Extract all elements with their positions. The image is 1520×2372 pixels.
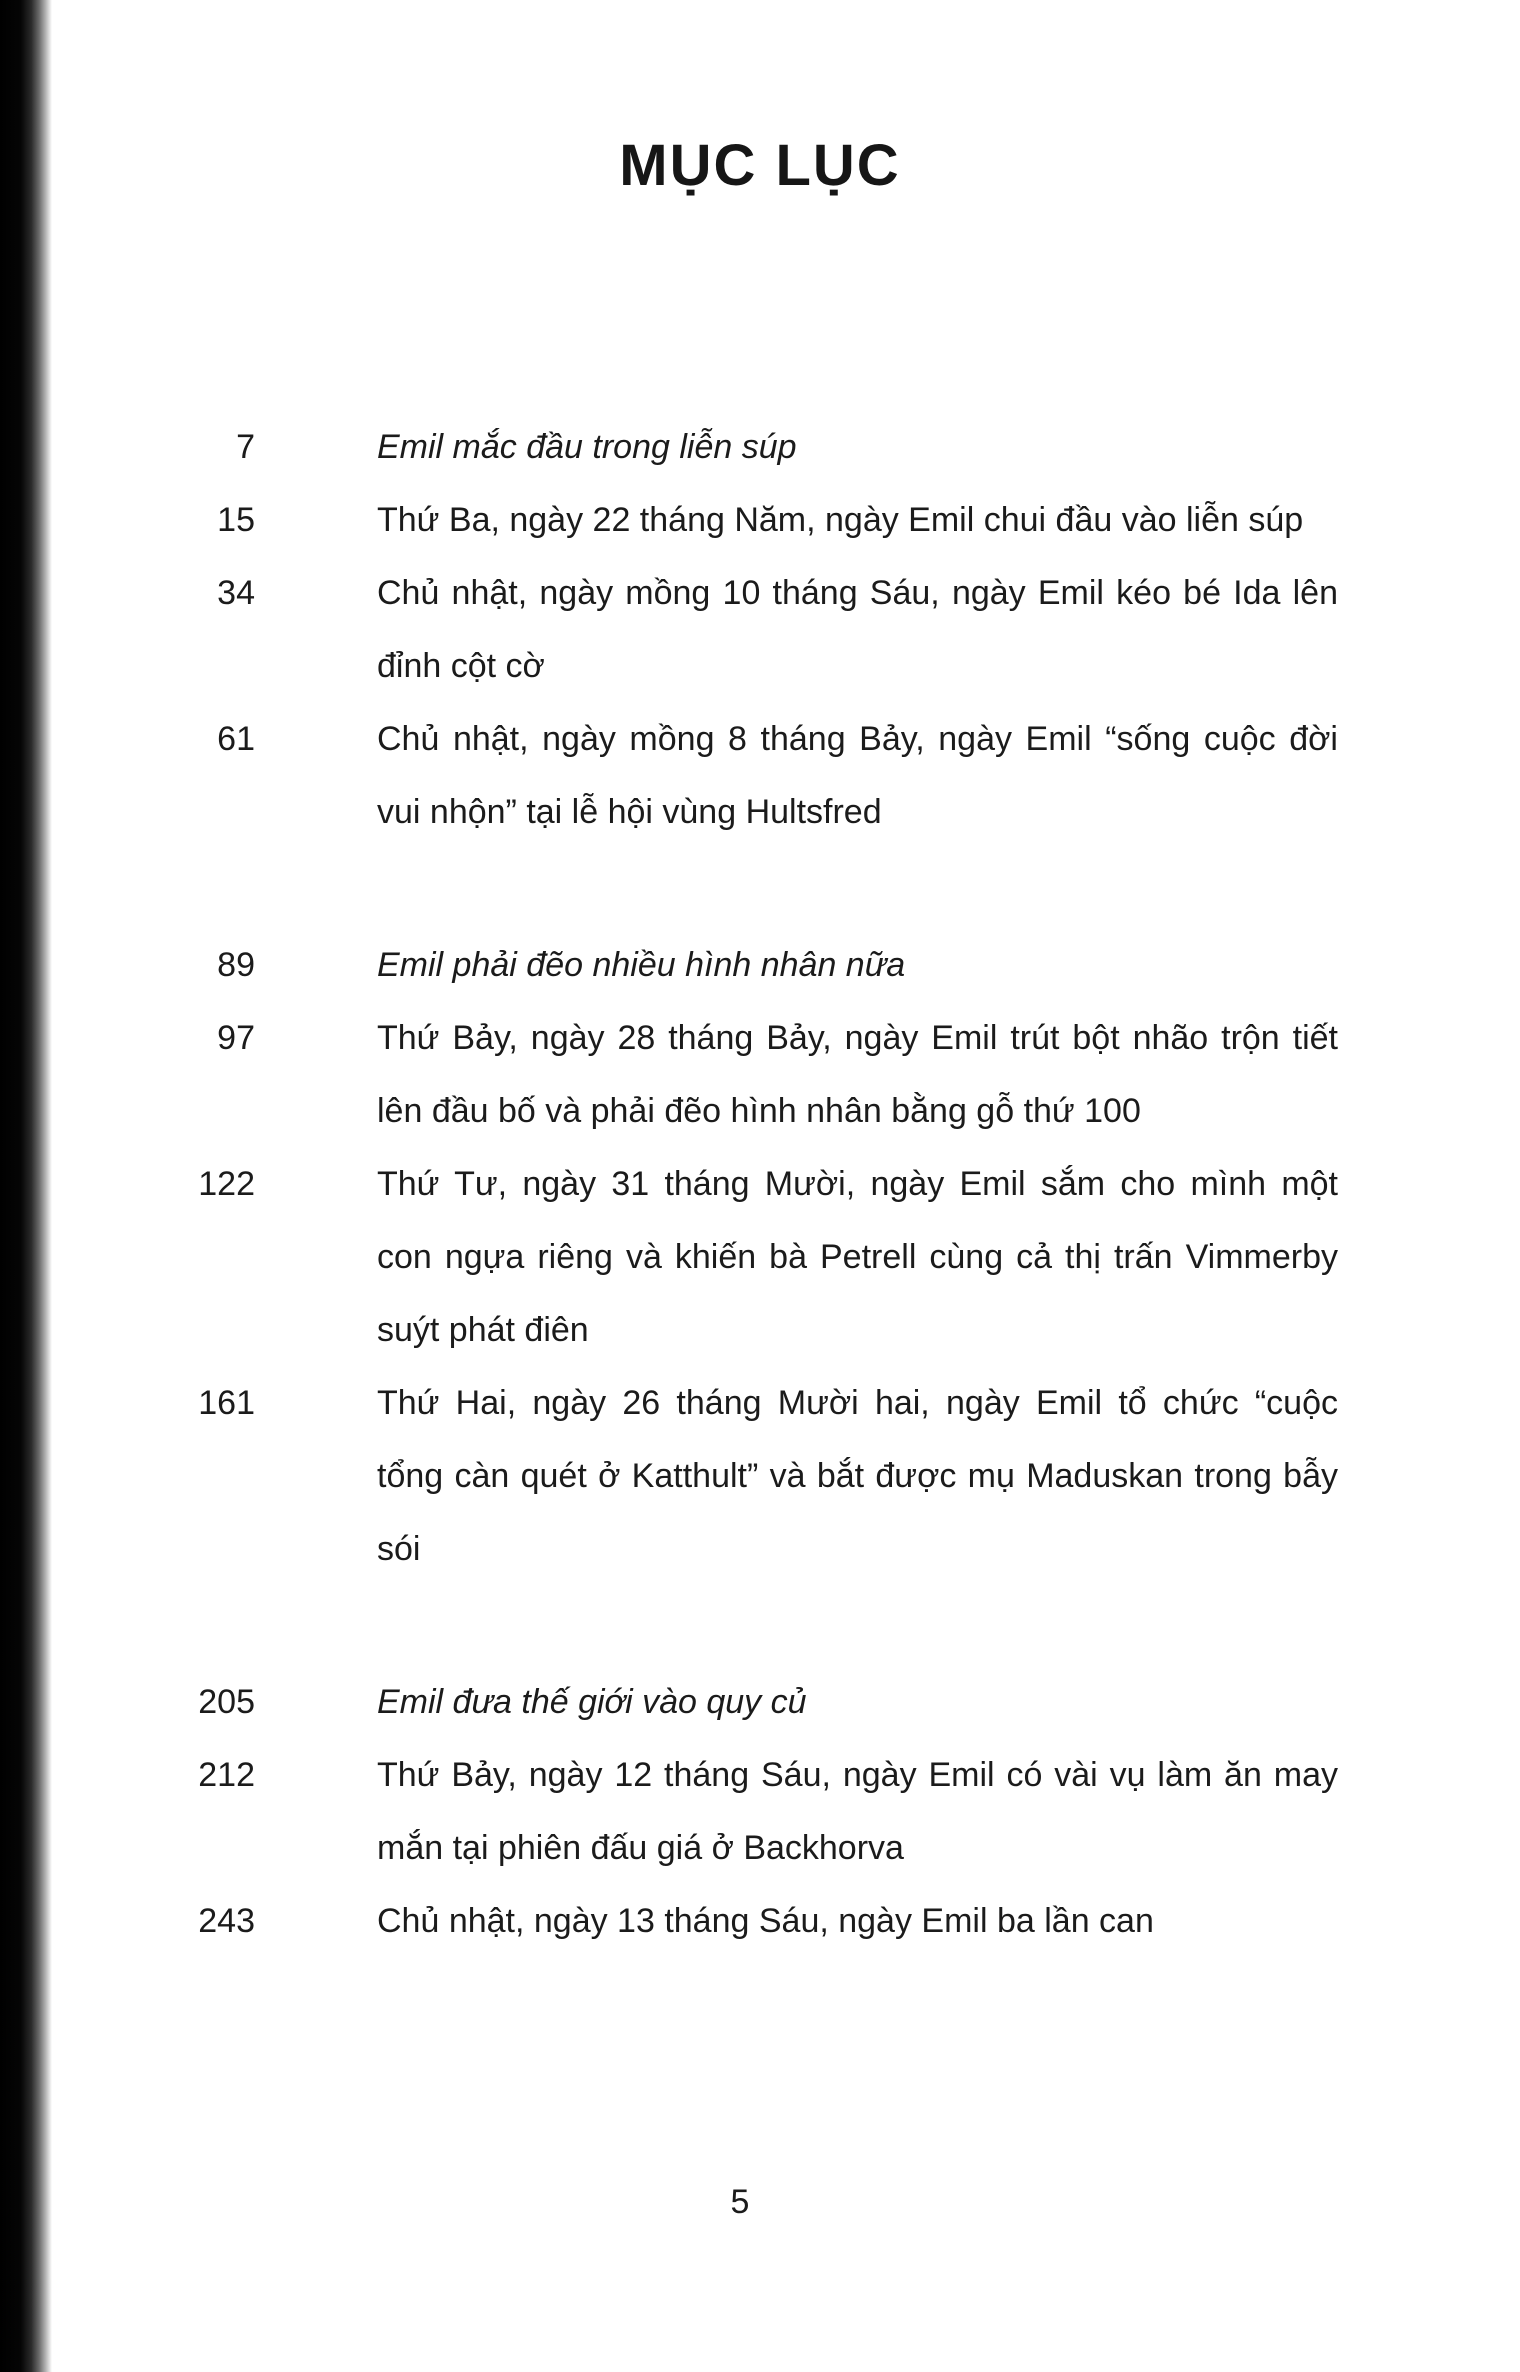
toc-entry-title: Chủ nhật, ngày mồng 8 tháng Bảy, ngày Emil “sống cuộc đời vui nhộn” tại lễ hội vùng Hultsfred bbox=[377, 720, 1338, 831]
toc-entry-title: Thứ Bảy, ngày 28 tháng Bảy, ngày Emil trút bột nhão trộn tiết lên đầu bố và phải đẽo hình nhân bằng gỗ thứ 100 bbox=[377, 1019, 1338, 1130]
toc-entry bbox=[0, 1666, 1400, 1739]
toc-entry bbox=[0, 1002, 1400, 1148]
toc-entry-title: Thứ Ba, ngày 22 tháng Năm, ngày Emil chui đầu vào liễn súp bbox=[377, 501, 1304, 539]
toc-section bbox=[0, 929, 1400, 1586]
toc-entry-title: Thứ Hai, ngày 26 tháng Mười hai, ngày Emil tổ chức “cuộc tổng càn quét ở Katthult” và bắt được mụ Maduskan trong bẫy sói bbox=[377, 1384, 1338, 1568]
toc-entry bbox=[0, 484, 1400, 557]
toc-section bbox=[0, 411, 1400, 849]
toc-entry bbox=[0, 1739, 1400, 1885]
toc-entry bbox=[0, 1367, 1400, 1586]
toc-entry bbox=[0, 411, 1400, 484]
toc-entry-page-number: 122 bbox=[198, 1165, 255, 1203]
toc-entry-page-number: 61 bbox=[217, 720, 255, 758]
toc-entry-page-number: 161 bbox=[198, 1384, 255, 1422]
toc-entry-title: Thứ Tư, ngày 31 tháng Mười, ngày Emil sắm cho mình một con ngựa riêng và khiến bà Petrell cùng cả thị trấn Vimmerby suýt phát điên bbox=[377, 1165, 1338, 1349]
toc-section bbox=[0, 1666, 1400, 1958]
toc-entry bbox=[0, 1885, 1400, 1958]
toc-entry-page-number: 243 bbox=[198, 1902, 255, 1940]
toc-entry-title: Emil đưa thế giới vào quy củ bbox=[377, 1683, 807, 1721]
toc-entry bbox=[0, 1148, 1400, 1367]
toc-entry-page-number: 34 bbox=[217, 574, 255, 612]
toc-entry-page-number: 89 bbox=[217, 946, 255, 984]
toc-entry-page-number: 97 bbox=[217, 1019, 255, 1057]
toc-entry-title: Thứ Bảy, ngày 12 tháng Sáu, ngày Emil có vài vụ làm ăn may mắn tại phiên đấu giá ở Backhorva bbox=[377, 1756, 1338, 1867]
toc-entry bbox=[0, 557, 1400, 703]
page-title: MỤC LỤC bbox=[619, 133, 901, 198]
page-number: 5 bbox=[730, 2183, 750, 2221]
toc-entry-title: Emil mắc đầu trong liễn súp bbox=[377, 428, 797, 466]
toc-entry-page-number: 205 bbox=[198, 1683, 255, 1721]
toc-entry-title: Emil phải đẽo nhiều hình nhân nữa bbox=[377, 946, 906, 984]
toc-entry-title: Chủ nhật, ngày 13 tháng Sáu, ngày Emil ba lần can bbox=[377, 1902, 1154, 1940]
table-of-contents bbox=[0, 411, 1400, 2038]
toc-entry-page-number: 212 bbox=[198, 1756, 255, 1794]
toc-entry bbox=[0, 929, 1400, 1002]
toc-entry-page-number: 7 bbox=[236, 428, 255, 466]
toc-entry-page-number: 15 bbox=[217, 501, 255, 539]
toc-entry-title: Chủ nhật, ngày mồng 10 tháng Sáu, ngày Emil kéo bé Ida lên đỉnh cột cờ bbox=[377, 574, 1338, 685]
toc-entry bbox=[0, 703, 1400, 849]
